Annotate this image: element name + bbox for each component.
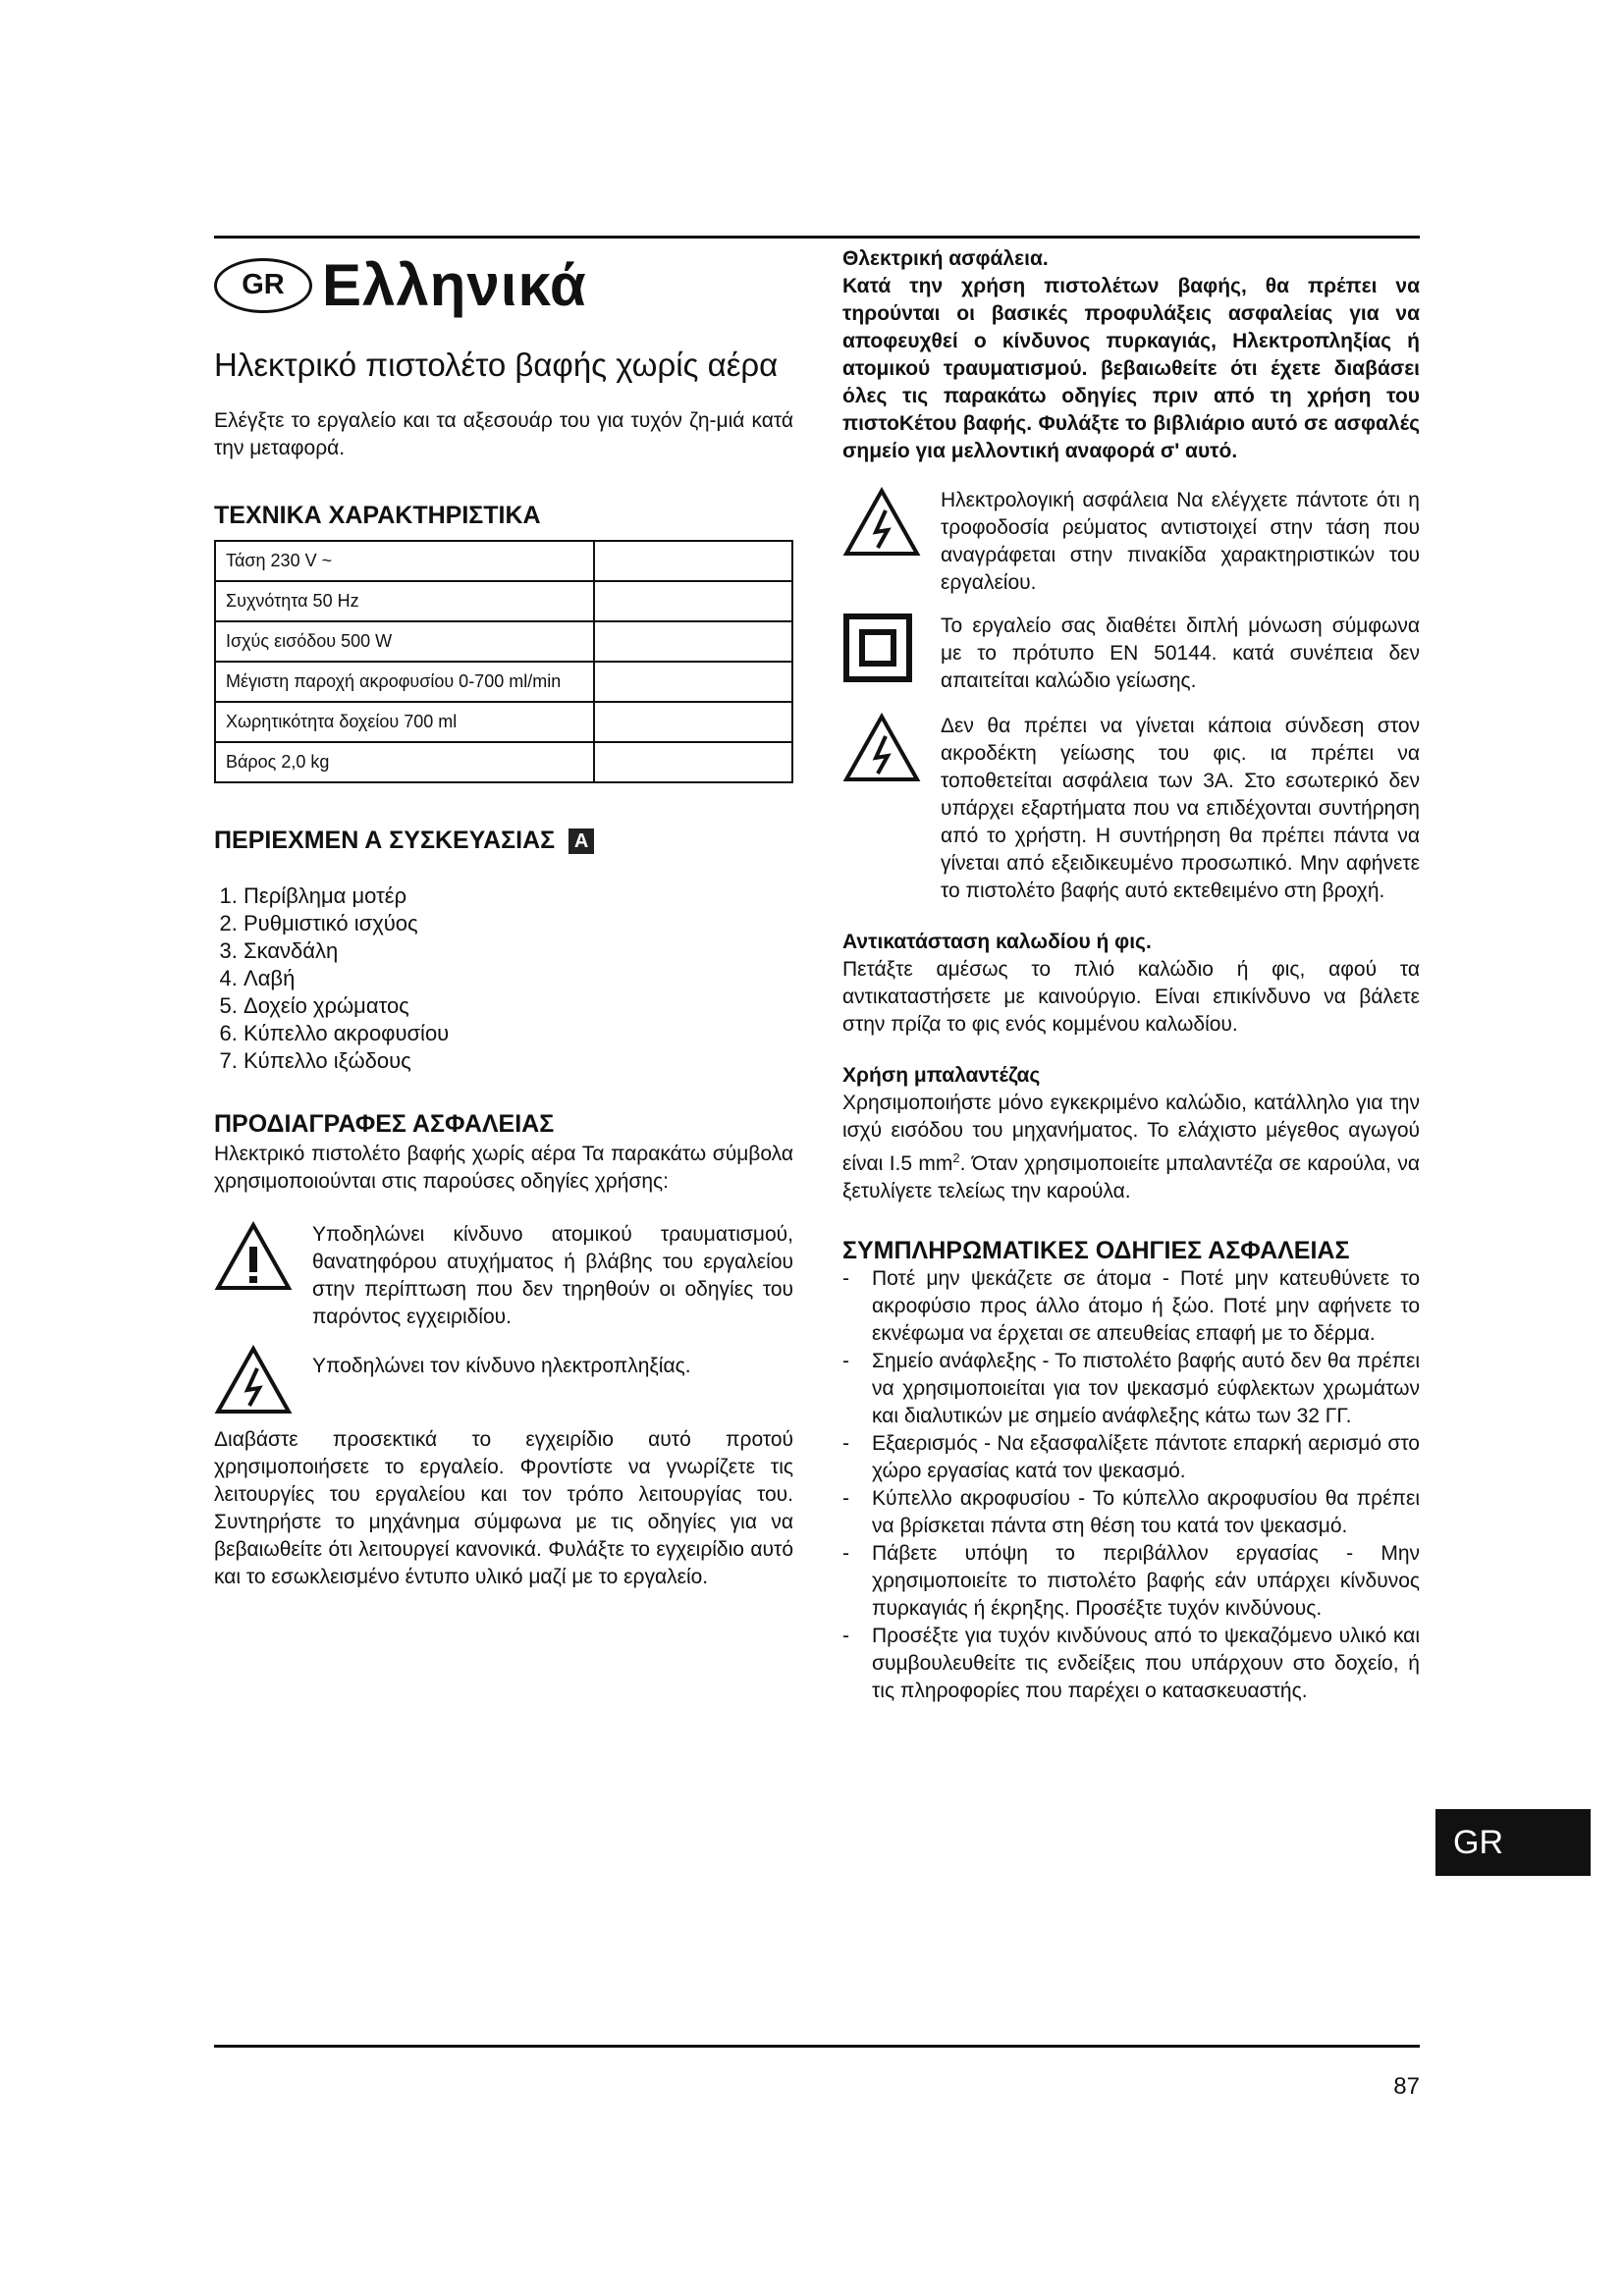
list-item: - Πάβετε υπόψη το περιβάλλον εργασίας - Μην χρησιμοποιείτε το πιστολέτο βαφής εάν υπάρχει κίνδυνος πυρκαγιάς ή έκρηξης. Προσέξτε τυχόν κινδύνους. xyxy=(842,1542,1420,1620)
list-item: 6. Κύπελλο ακροφυσίου xyxy=(244,1020,793,1047)
list-item: - Σημείο ανάφλεξης - Το πιστολέτο βαφής αυτό δεν θα πρέπει να χρησιμοποιείται για τον ψεκασμό εύφλεκτων χρωμάτων και διαλυτικών με σημείο ανάφλεξης κάτω των 32 ΓΓ. xyxy=(842,1350,1420,1427)
list-item: 4. Λαβή xyxy=(244,965,793,992)
intro-text: Ελέγξτε το εργαλείο και τα αξεσουάρ του για τυχόν ζη-μιά κατά την μεταφορά. xyxy=(214,409,793,459)
list-item: - Εξαερισμός - Να εξασφαλίξετε πάντοτε επαρκή αερισμό στο χώρο εργασίας κατά τον ψεκασμό. xyxy=(842,1432,1420,1482)
spec-cell: Μέγιστη παροχή ακροφυσίου 0-700 ml/min xyxy=(215,662,594,702)
electric-shock-icon xyxy=(842,487,927,562)
table-row xyxy=(215,742,792,782)
language-title: Ελληνικά xyxy=(322,252,587,318)
electric-safety-block xyxy=(842,487,1420,597)
read-manual-text: Διαβάστε προσεκτικά το εγχειρίδιο αυτό προτού χρησιμοποιήσετε το εργαλείο. Φροντίστε να γνωρίζετε τις λειτουργίες του εργαλείου και τον τρόπο λειτουργίας του. Συντηρήστε το μηχάνημα σύμφωνα με τις οδηγίες για να βεβαιωθείτε ότι λειτουργεί κανονικά. Φυλάξτε το εγχειρίδιο αυτό και το εσωκλεισμένο έντυπο υλικό μαζί με το εργαλείο. xyxy=(214,1428,793,1588)
right-column xyxy=(842,245,1420,1705)
list-item: - Ποτέ μην ψεκάζετε σε άτομα - Ποτέ μην κατευθύνετε το ακροφύσιο προς άλλο άτομο ή ξώο. Ποτέ μην αφήνετε το εκνέφωμα να έρχεται σε απευθείας επαφή με το δέρμα. xyxy=(842,1267,1420,1345)
table-row xyxy=(215,621,792,662)
warning-shock-text: Υποδηλώνει τον κίνδυνο ηλεκτροπληξίας. xyxy=(312,1355,691,1377)
extra-safety-list xyxy=(842,1265,1420,1705)
language-tab: GR xyxy=(1435,1809,1591,1876)
contents-heading: ΠΕΡΙΕΧΜΕΝ Α ΣΥΣΚΕΥΑΣΙΑΣ A xyxy=(214,827,793,855)
table-row xyxy=(215,541,792,581)
list-item: 1. Περίβλημα μοτέρ xyxy=(244,882,793,910)
list-item: 2. Ρυθμιστικό ισχύος xyxy=(244,910,793,937)
cable-heading: Αντικατάσταση καλωδίου ή φις. xyxy=(842,931,1152,953)
specs-table xyxy=(214,540,793,783)
list-item: 3. Σκανδάλη xyxy=(244,937,793,965)
electric-shock-icon xyxy=(842,713,927,788)
electric-safety-bold-text: Κατά την χρήση πιστολέτων βαφής, θα πρέπει να τηρούνται οι βασικές προφυλάξεις ασφαλείας για να αποφευχθεί ο κίνδυνος πυρκαγιάς, Ηλεκτροπληξίας ή ατομικού τραυματισμού. βεβαιωθείτε ότι έχετε διαβάσει όλες τις παρακάτω οδηγίες πριν από τη χρήση του πιστοΚέτου βαφής. Φυλάξτε το βιβλιάριο αυτό σε ασφαλές σημείο για μελλοντική αναφορά σ' αυτό. xyxy=(842,275,1420,462)
warning-injury-block xyxy=(214,1221,793,1331)
spec-cell: Ισχύς εισόδου 500 W xyxy=(215,621,594,662)
spec-cell: Βάρος 2,0 kg xyxy=(215,742,594,782)
no-earth-block xyxy=(842,713,1420,905)
top-rule xyxy=(214,236,1420,239)
warning-injury-text: Υποδηλώνει κίνδυνο ατομικού τραυματισμού, θανατηφόρου ατυχήματος ή βλάβης του εργαλείου στην περίπτωση που δεν τηρηθούν οι οδηγίες του παρόντος εγχειριδίου. xyxy=(312,1223,793,1328)
list-item: 7. Κύπελλο ιξώδους xyxy=(244,1047,793,1075)
list-item: - Προσέξτε για τυχόν κινδύνους από το ψεκαζόμενο υλικό και συμβουλευθείτε τις ενδείξεις που υπάρχουν στο δοχείο, ή τις πληροφορίες που παρέχει ο κατασκευαστής. xyxy=(842,1625,1420,1702)
double-insulation-block xyxy=(842,613,1420,695)
list-item: 5. Δοχείο χρώματος xyxy=(244,992,793,1020)
figure-a-badge: A xyxy=(568,828,594,854)
no-earth-text: Δεν θα πρέπει να γίνεται κάποια σύνδεση στον ακροδέκτη γείωσης του φις. ια πρέπει να τοποθετείται ασφάλεια των 3A. Στο εσωτερικό δεν υπάρχει εξαρτήματα που να επιδέχονται συντήρηση από το χρήστη. Η συντήρηση θα πρέπει πάντα να γίνεται από εξειδικευμένο προσωπικό. Μην αφήνετε το πιστολέτο βαφής αυτό εκτεθειμένο στη βροχή. xyxy=(941,715,1420,902)
electric-safety-text: Ηλεκτρολογική ασφάλεια Να ελέγχετε πάντοτε ότι η τροφοδοσία ρεύματος αντιστοιχεί στην τάση που αναγράφεται στην πινακίδα χαρακτηριστικών του εργαλείου. xyxy=(941,489,1420,594)
safety-heading: ΠΡΟΔΙΑΓΡΑΦΕΣ ΑΣΦΑΛΕΙΑΣ xyxy=(214,1110,555,1138)
spec-cell: Τάση 230 V ~ xyxy=(215,541,594,581)
page-number: 87 xyxy=(1393,2073,1420,2100)
language-code-badge: GR xyxy=(214,258,312,313)
double-insulation-icon xyxy=(842,613,927,688)
warning-shock-block xyxy=(214,1345,793,1420)
left-column xyxy=(214,245,793,1591)
table-row xyxy=(215,662,792,702)
contents-list xyxy=(214,882,793,1075)
spec-cell: Συχνότητα 50 Hz xyxy=(215,581,594,621)
extension-heading: Χρήση μπαλαντέζας xyxy=(842,1064,1041,1087)
list-item: - Κύπελλο ακροφυσίου - Το κύπελλο ακροφυσίου θα πρέπει να βρίσκεται πάντα στη θέση του κατά τον ψεκασμό. xyxy=(842,1487,1420,1537)
extra-safety-heading: ΣΥΜΠΛΗΡΩΜΑΤΙΚΕΣ ΟΔΗΓΙΕΣ ΑΣΦΑΛΕΙΑΣ xyxy=(842,1237,1350,1264)
table-row xyxy=(215,581,792,621)
specs-heading: ΤΕΧΝΙΚΑ ΧΑΡΑΚΤΗΡΙΣΤΙΚΑ xyxy=(214,502,541,529)
language-header xyxy=(214,251,793,319)
cable-text: Πετάξτε αμέσως το πλιό καλώδιο ή φις, αφού τα αντικαταστήσετε με καινούργιο. Είναι επικίνδυνο να βάλετε στην πρίζα το φις ενός κομμένου καλωδίου. xyxy=(842,958,1420,1036)
product-title: Ηλεκτρικό πιστολέτο βαφής χωρίς αέρα xyxy=(214,347,779,383)
bottom-rule xyxy=(214,2045,1420,2048)
double-insulation-text: Το εργαλείο σας διαθέτει διπλή μόνωση σύμφωνα με το πρότυπο EN 50144. κατά συνέπεια δεν απαιτείται καλώδιο γείωσης. xyxy=(941,614,1420,692)
electric-shock-icon xyxy=(214,1345,298,1420)
safety-intro: Ηλεκτρικό πιστολέτο βαφής χωρίς αέρα Τα παρακάτω σύμβολα χρησιμοποιούνται στις παρούσες οδηγίες χρήσης: xyxy=(214,1143,793,1193)
table-row xyxy=(215,702,792,742)
extension-text: Χρησιμοποιήστε μόνο εγκεκριμένο καλώδιο, κατάλληλο για την ισχύ εισόδου του μηχανήματος. Το ελάχιστο μέγεθος αγωγού είναι I.5 $mm^2$. Όταν χρησιμοποιείτε μπαλαντέζα σε καρούλα, να ξετυλίγετε τελείως την καρούλα. xyxy=(842,1092,1420,1202)
spec-cell: Χωρητικότητα δοχείου 700 ml xyxy=(215,702,594,742)
warning-exclamation-icon xyxy=(214,1221,298,1297)
electric-safety-heading: Θλεκτρική ασφάλεια. xyxy=(842,247,1049,270)
